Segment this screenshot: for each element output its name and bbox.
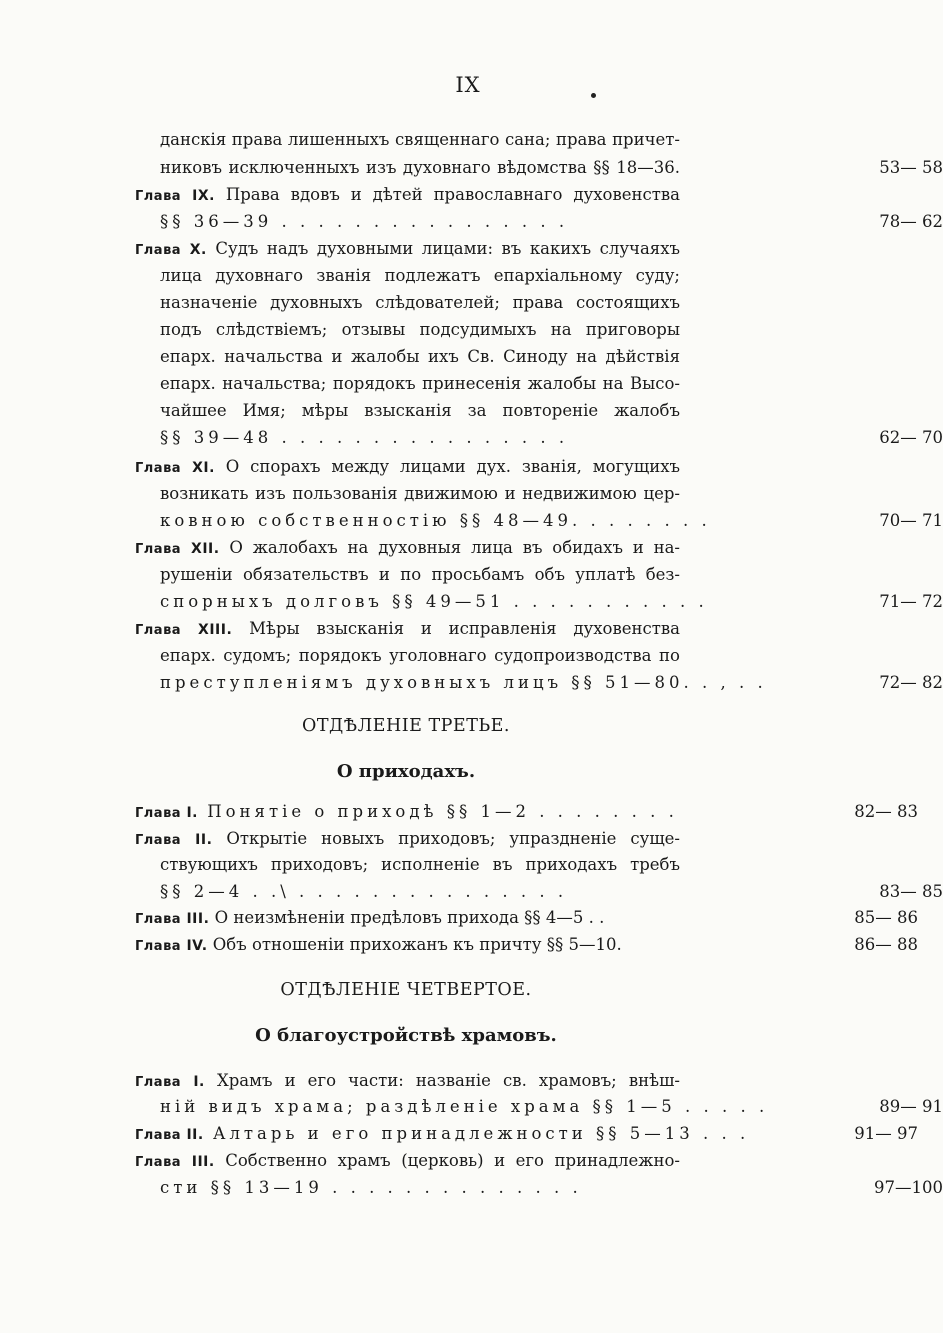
page-range: 83— 85 [879, 882, 943, 901]
page-range: 85— 86 [854, 908, 918, 927]
toc-chapter-line: Глава XII. О жалобахъ на духовныя лица въ обидахъ и на- [135, 538, 681, 557]
toc-line: рушеніи обязательствъ и по просьбамъ объ уплатѣ без- [160, 565, 680, 584]
toc-line: §§ 2—4 . .\ . . . . . . . . . . . . . . . 83— 85 [160, 879, 680, 905]
toc-line: лица духовнаго званія подлежатъ епархіальному суду; [160, 266, 680, 285]
toc-chapter-line: Глава I. Храмъ и его части: названіе св. храмовъ; внѣш- [135, 1071, 681, 1090]
toc-line: спорныхъ долговъ §§ 49—51 . . . . . . . . . . . 71— 72 [160, 589, 680, 615]
toc-line: ствующихъ приходовъ; исполненіе въ приходахъ требъ [160, 855, 680, 874]
section-subheading: О приходахъ. [336, 761, 476, 782]
chapter-label: Глава XI. [135, 460, 215, 476]
page-range: 72— 82 [879, 673, 943, 692]
toc-chapter-line: Глава XI. О спорахъ между лицами дух. званія, могущихъ [135, 457, 681, 476]
toc-line: §§ 36—39 . . . . . . . . . . . . . . . . 78— 62 [160, 209, 680, 235]
page-range: 82— 83 [854, 802, 918, 821]
chapter-label: Глава I. [135, 1074, 205, 1090]
chapter-label: Глава IV. [135, 938, 208, 954]
toc-line: §§ 39—48 . . . . . . . . . . . . . . . . 62— 70 [160, 425, 680, 451]
toc-chapter-line: Глава I. Понятіе о приходѣ §§ 1—2 . . . . . . . . 82— 83 [135, 799, 680, 825]
toc-line: данскія права лишенныхъ священнаго сана; права причет- [160, 130, 680, 149]
chapter-label: Глава II. [135, 1127, 204, 1143]
toc-line: возникать изъ пользованія движимою и недвижимою цер- [160, 484, 680, 503]
toc-line: ній видъ храма; раздѣленіе храма §§ 1—5 . . . . . 89— 91 [160, 1094, 680, 1120]
toc-line: назначеніе духовныхъ слѣдователей; права состоящихъ [160, 293, 680, 312]
chapter-label: Глава II. [135, 832, 213, 848]
chapter-label: Глава XIII. [135, 622, 233, 638]
toc-line: преступленіямъ духовныхъ лицъ §§ 51—80. . , . . 72— 82 [160, 670, 680, 696]
page-range: 53— 58 [879, 158, 943, 177]
chapter-label: Глава III. [135, 911, 210, 927]
toc-chapter-line: Глава II. Алтарь и его принадлежности §§ 5—13 . . . 91— 97 [135, 1121, 680, 1147]
chapter-label: Глава IX. [135, 188, 215, 204]
toc-line: епарх. начальства; порядокъ принесенія жалобы на Высо- [160, 374, 680, 393]
toc-chapter-line: Глава II. Открытіе новыхъ приходовъ; упраздненіе суще- [135, 829, 681, 848]
toc-line: епарх. судомъ; порядокъ уголовнаго судопроизводства по [160, 646, 680, 665]
toc-chapter-line: Глава XIII. Мѣры взысканія и исправленія духовенства [135, 619, 681, 638]
chapter-label: Глава XII. [135, 541, 220, 557]
page-number: IX [455, 73, 481, 97]
toc-line: никовъ исключенныхъ изъ духовнаго вѣдомства §§ 18—36. 53— 58 [160, 155, 680, 181]
page-range: 62— 70 [879, 428, 943, 447]
toc-line: ковною собственностію §§ 48—49. . . . . . . . 70— 71 [160, 508, 680, 534]
toc-chapter-line: Глава IV. Объ отношеніи прихожанъ къ причту §§ 5—10. 86— 88 [135, 932, 680, 958]
page-range: 91— 97 [854, 1124, 918, 1143]
toc-chapter-line: Глава IX. Права вдовъ и дѣтей православнаго духовенства [135, 185, 681, 204]
ink-speck [591, 93, 596, 98]
toc-line: подъ слѣдствіемъ; отзывы подсудимыхъ на приговоры [160, 320, 680, 339]
chapter-label: Глава I. [135, 805, 198, 821]
toc-line: епарх. начальства и жалобы ихъ Св. Синоду на дѣйствія [160, 347, 680, 366]
page-range: 97—100 [874, 1178, 943, 1197]
toc-line: чайшее Имя; мѣры взысканія за повтореніе жалобъ [160, 401, 680, 420]
page-range: 71— 72 [879, 592, 943, 611]
page-range: 86— 88 [854, 935, 918, 954]
toc-chapter-line: Глава III. Собственно храмъ (церковь) и его принадлежно- [135, 1151, 680, 1170]
section-heading: ОТДѢЛЕНІЕ ТРЕТЬЕ. [302, 716, 510, 736]
section-subheading: О благоустройствѣ храмовъ. [255, 1025, 557, 1046]
page-range: 89— 91 [879, 1097, 943, 1116]
toc-line: сти §§ 13—19 . . . . . . . . . . . . . . 97—100 [160, 1175, 680, 1201]
toc-chapter-line: Глава X. Судъ надъ духовными лицами: въ какихъ случаяхъ [135, 239, 680, 258]
page-range: 70— 71 [879, 511, 943, 530]
chapter-label: Глава III. [135, 1154, 215, 1170]
toc-chapter-line: Глава III. О неизмѣненіи предѣловъ прихода §§ 4—5 . . 85— 86 [135, 905, 680, 931]
section-heading: ОТДѢЛЕНІЕ ЧЕТВЕРТОЕ. [280, 980, 532, 1000]
page-range: 78— 62 [879, 212, 943, 231]
chapter-label: Глава X. [135, 242, 207, 258]
